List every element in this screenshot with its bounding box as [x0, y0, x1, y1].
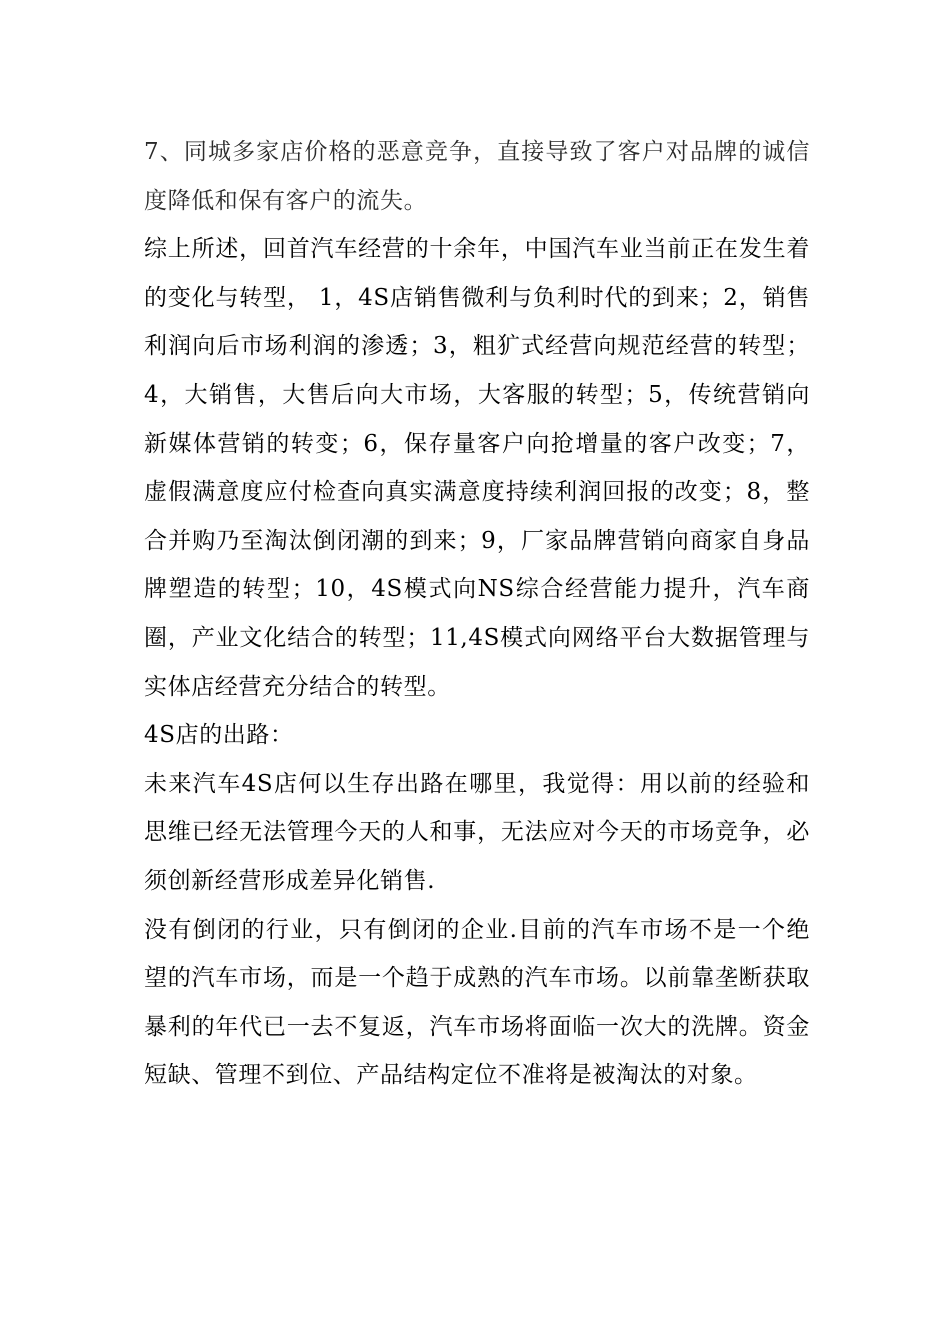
paragraph-future-survival: 未来汽车4S店何以生存出路在哪里，我觉得：用以前的经验和思维已经无法管理今天的人和事，无法应对今天的市场竞争，必须创新经营形成差异化销售. — [144, 770, 810, 894]
paragraph-price-competition: 7、同城多家店价格的恶意竞争，直接导致了客户对品牌的诚信度降低和保有客户的流失。 — [144, 139, 810, 214]
paragraph-market-shakeout: 没有倒闭的行业，只有倒闭的企业.目前的汽车市场不是一个绝望的汽车市场，而是一个趋于成熟的汽车市场。以前靠垄断获取暴利的年代已一去不复返，汽车市场将面临一次大的洗牌。资金短缺、管理不到位、产品结构定位不准将是被淘汰的对象。 — [144, 916, 810, 1089]
paragraph-industry-transformation: 综上所述，回首汽车经营的十余年，中国汽车业当前正在发生着的变化与转型， 1，4S店销售微利与负利时代的到来；2，销售利润向后市场利润的渗透；3，粗犷式经营向规范经营的转型；4，大销售，大售后向大市场，大客服的转型；5，传统营销向新媒体营销的转变；6，保存量客户向抢增量的客户改变；7，虚假满意度应付检查向真实满意度持续利润回报的改变；8，整合并购乃至淘汰倒闭潮的到来；9，厂家品牌营销向商家自身品牌塑造的转型；10，4S模式向NS综合经营能力提升，汽车商圈，产业文化结合的转型；11,4S模式向网络平台大数据管理与实体店经营充分结合的转型。 — [144, 236, 810, 700]
document-body — [144, 128, 810, 1100]
paragraph-4s-outlet-heading: 4S店的出路： — [144, 722, 294, 749]
